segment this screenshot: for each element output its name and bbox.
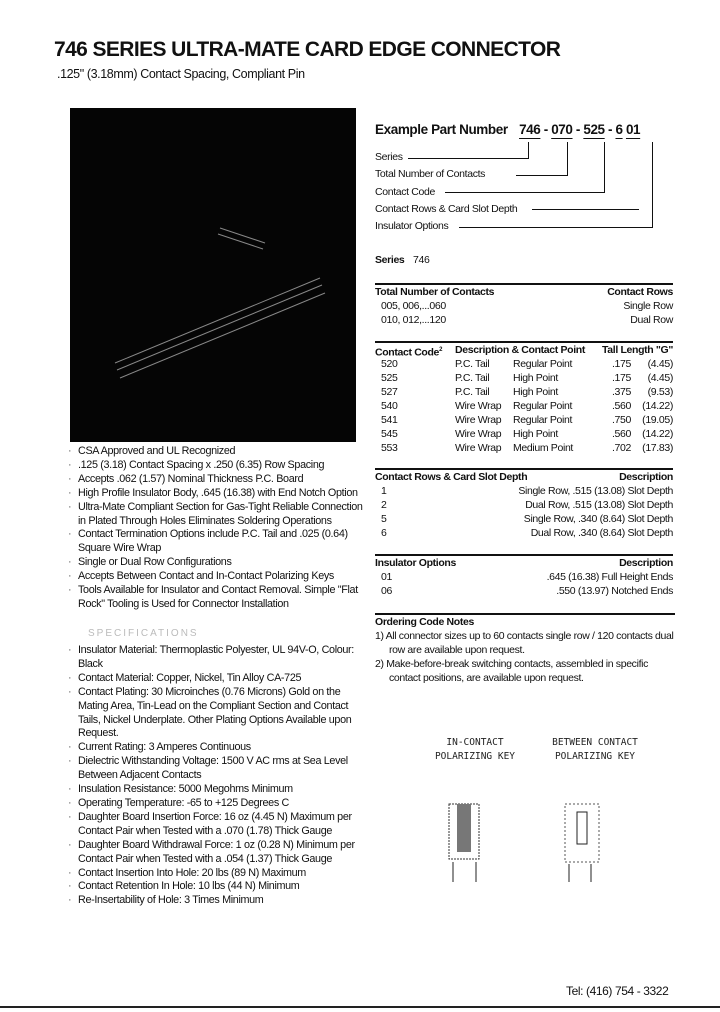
in-contact-key-label: IN-CONTACT POLARIZING KEY — [434, 737, 516, 762]
table-row — [375, 413, 673, 427]
cell: 541 — [381, 414, 398, 426]
table-row — [375, 570, 673, 584]
spec-item: · Contact Insertion Into Hole: 20 lbs (89 N) Maximum — [66, 867, 366, 881]
cell: Regular Point — [513, 358, 573, 370]
cell: Dual Row — [630, 314, 673, 326]
spec-item: · Daughter Board Withdrawal Force: 1 oz (0.28 N) Minimum per Contact Pair when Tested with a .054 (1.37) Thick Gauge — [66, 839, 366, 867]
field-contacts: Total Number of Contacts — [375, 168, 486, 180]
cell: .175 — [611, 372, 631, 384]
th: Contact Rows — [607, 286, 673, 298]
in-contact-key-drawing — [445, 802, 485, 884]
cell: 005, 006,...060 — [381, 300, 446, 312]
th: Total Number of Contacts — [375, 286, 495, 298]
bottom-rule — [0, 1006, 720, 1008]
example-part-number: Example Part Number 746 - 070 - 525 - 6 01 — [375, 122, 641, 137]
pn-contact-code: 525 — [583, 122, 605, 137]
note-2: 2) Make-before-break switching contacts, assembled in specific contact positions, are available upon request. — [375, 658, 649, 684]
th: Description & Contact Point — [455, 344, 585, 356]
cell: Single Row — [623, 300, 673, 312]
cell: 5 — [381, 513, 387, 525]
cell: Wire Wrap — [455, 442, 502, 454]
series-row — [375, 254, 673, 266]
table-row — [375, 526, 673, 540]
cell: 540 — [381, 400, 398, 412]
slot-depth-table — [375, 468, 673, 540]
feature-item: · Accepts .062 (1.57) Nominal Thickness P.C. Board — [66, 473, 366, 487]
insulator-table — [375, 554, 673, 598]
field-rows: Contact Rows & Card Slot Depth — [375, 203, 518, 215]
cell: 06 — [381, 585, 392, 597]
cell: 01 — [381, 571, 392, 583]
spec-item: · Re-Insertability of Hole: 3 Times Minimum — [66, 894, 366, 908]
page-subtitle: .125" (3.18mm) Contact Spacing, Compliant Pin — [57, 67, 305, 81]
notes-title: Ordering Code Notes — [375, 616, 474, 628]
table-row — [375, 371, 673, 385]
table-row — [375, 584, 673, 598]
cell: 553 — [381, 442, 398, 454]
cell: .550 (13.97) Notched Ends — [556, 585, 673, 597]
contact-code-table — [375, 341, 673, 455]
table-row — [375, 484, 673, 498]
table-row — [375, 441, 673, 455]
feature-item: · Contact Termination Options include P.C. Tail and .025 (0.64) Square Wire Wrap — [66, 528, 366, 556]
note-1: 1) All connector sizes up to 60 contacts single row / 120 contacts dual row are available upon request. — [375, 630, 674, 656]
spec-item: · Daughter Board Insertion Force: 16 oz (4.45 N) Maximum per Contact Pair when Tested with a .070 (1.78) Thick Gauge — [66, 811, 366, 839]
pn-series: 746 — [519, 122, 541, 137]
cell: 525 — [381, 372, 398, 384]
cell: (19.05) — [642, 414, 673, 426]
cell: Single Row, .340 (8.64) Slot Depth — [523, 513, 673, 525]
spec-item: · Contact Plating: 30 Microinches (0.76 Microns) Gold on the Mating Area, Tin-Lead on the Compliant Section and Contact Tails, Nickel Underplate. Other Plating Options Available upon Request. — [66, 686, 366, 742]
features-list — [66, 445, 366, 612]
spec-item: · Insulation Resistance: 5000 Megohms Minimum — [66, 783, 366, 797]
cell: 527 — [381, 386, 398, 398]
th: Contact Code$^2$ — [375, 346, 443, 359]
cell: P.C. Tail — [455, 358, 490, 370]
cell: .560 — [611, 428, 631, 440]
cell: 6 — [381, 527, 387, 539]
spec-item: · Insulator Material: Thermoplastic Polyester, UL 94V-O, Colour: Black — [66, 644, 366, 672]
cell: 520 — [381, 358, 398, 370]
cell: .560 — [611, 400, 631, 412]
cell: Wire Wrap — [455, 428, 502, 440]
feature-item: · CSA Approved and UL Recognized — [66, 445, 366, 459]
connector-photo — [70, 108, 356, 442]
cell: (14.22) — [642, 400, 673, 412]
cell: Wire Wrap — [455, 414, 502, 426]
cell: .645 (16.38) Full Height Ends — [546, 571, 673, 583]
specifications-list — [66, 644, 366, 908]
cell: .750 — [611, 414, 631, 426]
spec-item: · Contact Material: Copper, Nickel, Tin Alloy CA-725 — [66, 672, 366, 686]
feature-item: · .125 (3.18) Contact Spacing x .250 (6.35) Row Spacing — [66, 459, 366, 473]
cell: 545 — [381, 428, 398, 440]
field-contact-code: Contact Code — [375, 186, 436, 198]
cell: .175 — [611, 358, 631, 370]
cell: (14.22) — [642, 428, 673, 440]
spec-item: · Current Rating: 3 Amperes Continuous — [66, 741, 366, 755]
cell: .702 — [611, 442, 631, 454]
between-contact-key-drawing — [563, 802, 603, 884]
cell: Single Row, .515 (13.08) Slot Depth — [518, 485, 673, 497]
pn-contacts: 070 — [551, 122, 573, 137]
cell: High Point — [513, 372, 558, 384]
cell: Regular Point — [513, 400, 573, 412]
cell: (17.83) — [642, 442, 673, 454]
feature-item: · High Profile Insulator Body, .645 (16.38) with End Notch Option — [66, 487, 366, 501]
page-title: 746 SERIES ULTRA-MATE CARD EDGE CONNECTOR — [54, 38, 561, 61]
cell: Dual Row, .515 (13.08) Slot Depth — [525, 499, 673, 511]
cell: P.C. Tail — [455, 386, 490, 398]
spec-item: · Contact Retention In Hole: 10 lbs (44 N) Minimum — [66, 880, 366, 894]
table-row — [375, 512, 673, 526]
th: Tall Length "G" — [601, 344, 673, 356]
contacts-table — [375, 283, 673, 327]
ordering-notes — [375, 613, 675, 685]
table-row — [375, 313, 673, 327]
pn-rows: 6 — [615, 122, 623, 137]
cell: Wire Wrap — [455, 400, 502, 412]
telephone: Tel: (416) 754 - 3322 — [566, 984, 669, 998]
th: Contact Rows & Card Slot Depth — [375, 471, 528, 483]
pn-insulator: 01 — [625, 122, 641, 137]
feature-item: · Ultra-Mate Compliant Section for Gas-Tight Reliable Connection in Plated Through Holes Eliminates Soldering Operations — [66, 501, 366, 529]
th: Description — [619, 557, 673, 569]
spec-item: · Dielectric Withstanding Voltage: 1500 V AC rms at Sea Level Between Adjacent Contacts — [66, 755, 366, 783]
cell: 010, 012,...120 — [381, 314, 446, 326]
cell: High Point — [513, 428, 558, 440]
series-value: 746 — [413, 254, 430, 266]
field-series: Series — [375, 151, 403, 163]
table-row — [375, 427, 673, 441]
feature-item: · Single or Dual Row Configurations — [66, 556, 366, 570]
cell: Dual Row, .340 (8.64) Slot Depth — [530, 527, 673, 539]
cell: .375 — [611, 386, 631, 398]
cell: Medium Point — [513, 442, 573, 454]
cell: High Point — [513, 386, 558, 398]
cell: (9.53) — [647, 386, 673, 398]
specifications-heading: SPECIFICATIONS — [88, 628, 199, 639]
cell: P.C. Tail — [455, 372, 490, 384]
table-row — [375, 498, 673, 512]
table-row — [375, 357, 673, 371]
cell: (4.45) — [647, 372, 673, 384]
table-row — [375, 299, 673, 313]
cell: Regular Point — [513, 414, 573, 426]
part-number-label: Example Part Number — [375, 122, 508, 137]
cell: 1 — [381, 485, 387, 497]
cell: (4.45) — [647, 358, 673, 370]
feature-item: · Tools Available for Insulator and Contact Removal. Simple "Flat Rock" Tooling is Used for Connector Installation — [66, 584, 366, 612]
cell: 2 — [381, 499, 387, 511]
field-insulator: Insulator Options — [375, 220, 449, 232]
th: Description — [619, 471, 673, 483]
th: Insulator Options — [375, 557, 456, 569]
table-row — [375, 385, 673, 399]
spec-item: · Operating Temperature: -65 to +125 Degrees C — [66, 797, 366, 811]
table-row — [375, 399, 673, 413]
between-contact-key-label: BETWEEN CONTACT POLARIZING KEY — [552, 737, 638, 762]
series-label: Series — [375, 254, 405, 266]
feature-item: · Accepts Between Contact and In-Contact Polarizing Keys — [66, 570, 366, 584]
